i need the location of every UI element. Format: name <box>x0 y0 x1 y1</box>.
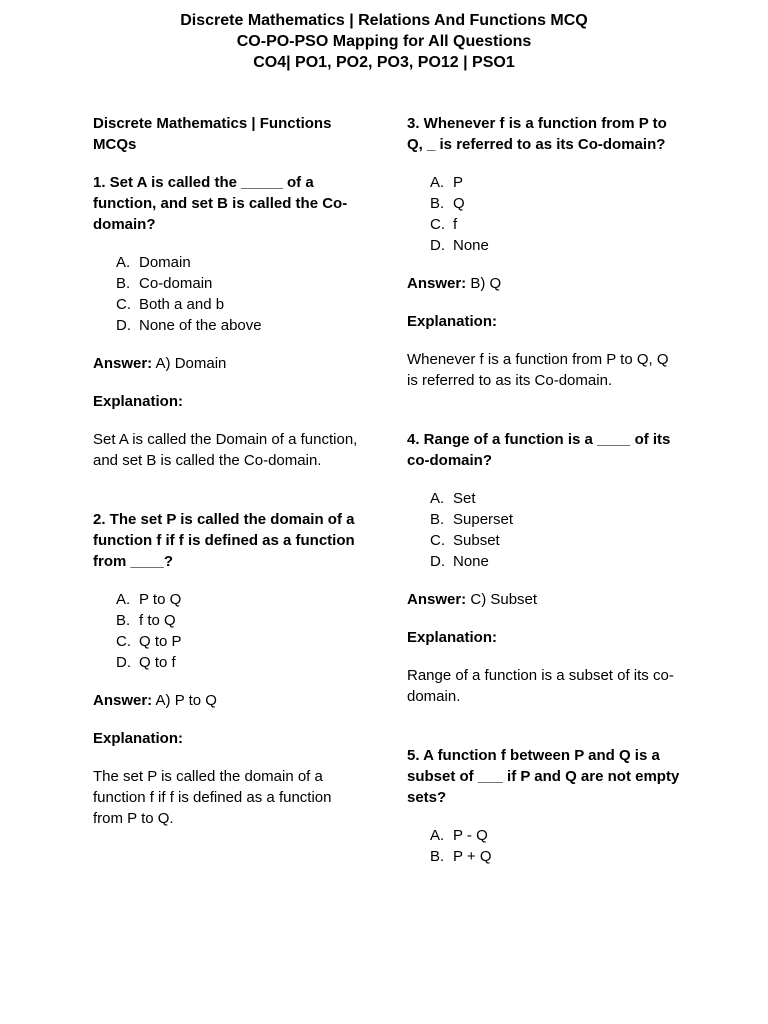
explanation-label: Explanation: <box>93 730 184 747</box>
section-heading: Discrete Mathematics | Functions MCQs <box>93 115 332 153</box>
option-d: D. None <box>430 237 489 254</box>
explanation-label: Explanation: <box>407 313 498 330</box>
answer: Answer: A) P to Q <box>93 692 217 709</box>
option-b: B. Superset <box>430 511 514 528</box>
question-5 <box>407 745 682 867</box>
header-subtitle: CO-PO-PSO Mapping for All Questions <box>236 33 532 50</box>
answer: Answer: B) Q <box>407 275 502 292</box>
option-a: A. P to Q <box>116 591 182 608</box>
option-a: A. P <box>430 174 464 191</box>
option-b: B. Co-domain <box>116 275 213 292</box>
option-list <box>430 825 682 867</box>
option-d: D. None <box>430 553 489 570</box>
option-list <box>116 252 363 336</box>
left-column <box>93 113 363 846</box>
document-header <box>0 10 768 73</box>
explanation-text: The set P is called the domain of a function f if f is defined as a function from P to Q. <box>93 768 332 827</box>
question-3 <box>407 113 682 391</box>
explanation-label: Explanation: <box>407 629 498 646</box>
header-mapping: CO4| PO1, PO2, PO3, PO12 | PSO1 <box>253 54 515 71</box>
option-list <box>116 589 363 673</box>
option-c: C. Q to P <box>116 633 182 650</box>
option-b: B. Q <box>430 195 465 212</box>
option-list <box>430 488 682 572</box>
question-text: 1. Set A is called the _____ of a function, and set B is called the Co-domain? <box>93 174 348 233</box>
explanation-text: Range of a function is a subset of its co-domain. <box>407 667 674 705</box>
question-text: 4. Range of a function is a ____ of its co-domain? <box>407 431 671 469</box>
header-title: Discrete Mathematics | Relations And Functions MCQ <box>180 12 588 29</box>
option-list <box>430 172 682 256</box>
answer: Answer: C) Subset <box>407 591 538 608</box>
option-b: B. f to Q <box>116 612 176 629</box>
question-text: 2. The set P is called the domain of a function f if f is defined as a function from ____? <box>93 511 355 570</box>
explanation-text: Set A is called the Domain of a function, and set B is called the Co-domain. <box>93 431 358 469</box>
option-d: D. Q to f <box>116 654 176 671</box>
option-d: D. None of the above <box>116 317 262 334</box>
option-c: C. Both a and b <box>116 296 225 313</box>
question-text: 5. A function f between P and Q is a subset of ___ if P and Q are not empty sets? <box>407 747 680 806</box>
question-text: 3. Whenever f is a function from P to Q, _ is referred to as its Co-domain? <box>407 115 667 153</box>
option-a: A. Domain <box>116 254 191 271</box>
question-1 <box>93 172 363 471</box>
option-b: B. P + Q <box>430 848 492 865</box>
answer: Answer: A) Domain <box>93 355 227 372</box>
option-a: A. P - Q <box>430 827 488 844</box>
option-c: C. f <box>430 216 458 233</box>
explanation-text: Whenever f is a function from P to Q, Q is referred to as its Co-domain. <box>407 351 669 389</box>
explanation-label: Explanation: <box>93 393 184 410</box>
option-a: A. Set <box>430 490 476 507</box>
question-4 <box>407 429 682 707</box>
question-2 <box>93 509 363 829</box>
option-c: C. Subset <box>430 532 500 549</box>
right-column <box>407 113 682 884</box>
